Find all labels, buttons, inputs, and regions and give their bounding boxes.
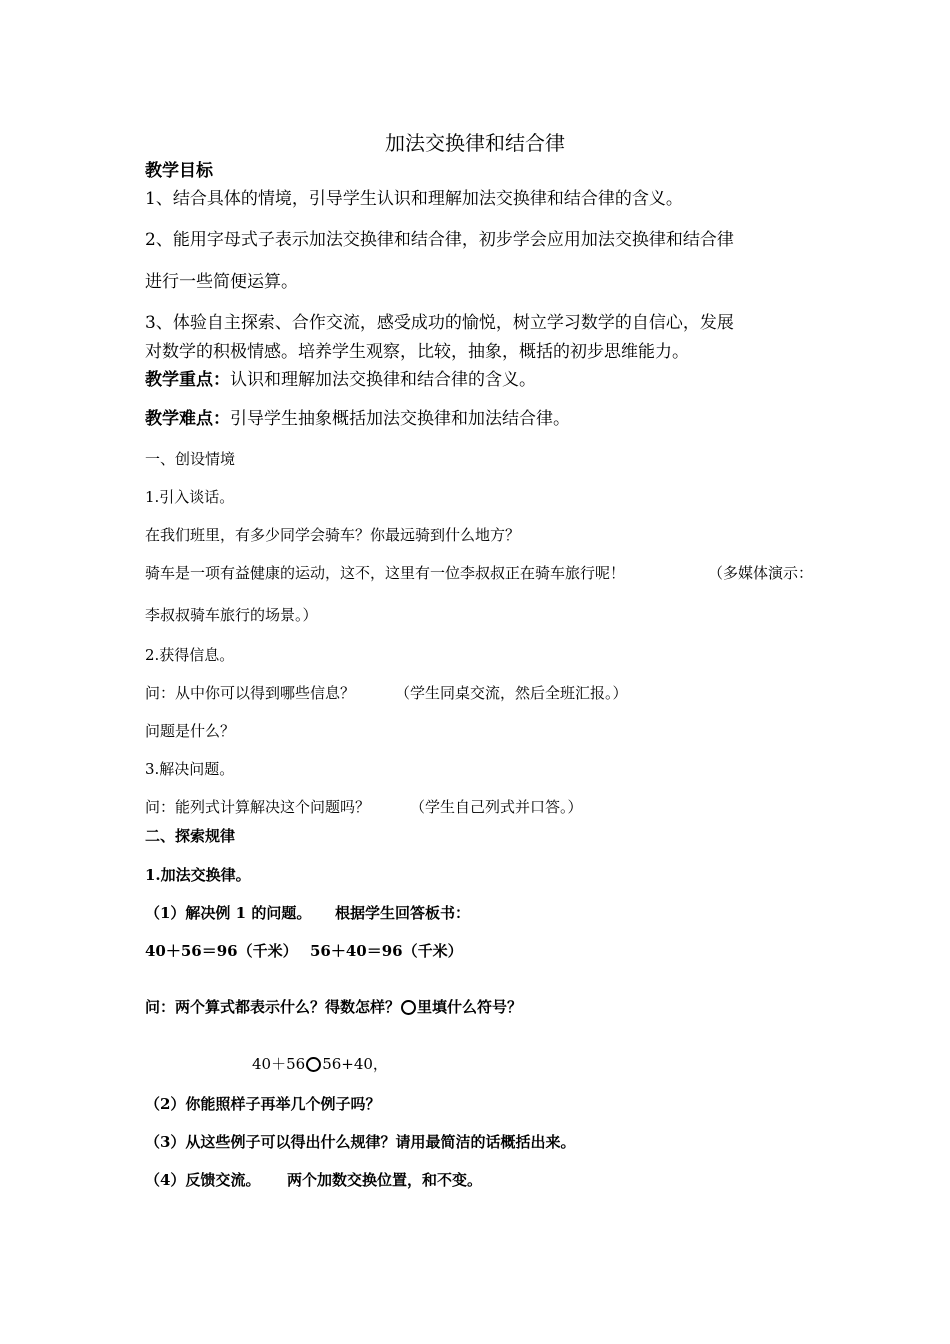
equation-1: 40＋56＝96（千米） xyxy=(145,942,298,960)
section1-step3-question: 问：能列式计算解决这个问题吗？ xyxy=(145,798,371,816)
section1-step1-question: 在我们班里，有多少同学会骑车？你最远骑到什么地方？ xyxy=(145,526,521,544)
section2-sub1: 1.加法交换律。 xyxy=(145,866,251,884)
section1-step3: 3.解决问题。 xyxy=(145,760,235,778)
key-point xyxy=(145,369,536,391)
key-point-label: 教学重点： xyxy=(145,370,230,390)
objective-2-line-2: 进行一些简便运算。 xyxy=(145,272,298,292)
objective-1: 1、结合具体的情境，引导学生认识和理解加法交换律和结合律的含义。 xyxy=(145,189,683,209)
section1-step2: 2.获得信息。 xyxy=(145,646,235,664)
objective-3-line-1: 3、体验自主探索、合作交流，感受成功的愉悦，树立学习数学的自信心，发展 xyxy=(145,313,734,333)
circle-icon xyxy=(401,1000,416,1015)
section2-question-a: 问：两个算式都表示什么？得数怎样？ xyxy=(145,998,401,1016)
comparison-left: 40＋56 xyxy=(252,1055,306,1073)
section2-question-b: 里填什么符号？ xyxy=(417,998,523,1016)
objective-2-line-1: 2、能用字母式子表示加法交换律和结合律，初步学会应用加法交换律和结合律 xyxy=(145,230,734,250)
section2-point4-conclusion: 两个加数交换位置，和不变。 xyxy=(287,1171,483,1189)
section1-step2-question-2: 问题是什么？ xyxy=(145,722,236,740)
difficulty xyxy=(145,408,570,430)
section2-heading: 二、探索规律 xyxy=(145,827,236,845)
section2-point1: （1）解决例 1 的问题。 xyxy=(145,904,312,922)
difficulty-text: 引导学生抽象概括加法交换律和加法结合律。 xyxy=(230,409,570,429)
section2-point2: （2）你能照样子再举几个例子吗？ xyxy=(145,1095,381,1113)
section1-step2-note: （学生同桌交流，然后全班汇报。） xyxy=(395,684,628,702)
section1-step1: 1.引入谈话。 xyxy=(145,488,235,506)
equation-2: 56＋40＝96（千米） xyxy=(310,942,463,960)
section1-step2-question: 问：从中你可以得到哪些信息？ xyxy=(145,684,356,702)
section1-step1-text: 骑车是一项有益健康的运动，这不，这里有一位李叔叔正在骑车旅行呢！ xyxy=(145,564,626,582)
section1-step1-note-2: 李叔叔骑车旅行的场景。） xyxy=(145,606,318,624)
section1-step1-note: （多媒体演示： xyxy=(708,564,814,582)
section1-step3-note: （学生自己列式并口答。） xyxy=(410,798,583,816)
key-point-text: 认识和理解加法交换律和结合律的含义。 xyxy=(230,370,536,390)
difficulty-label: 教学难点： xyxy=(145,409,230,429)
objectives-heading: 教学目标 xyxy=(145,161,213,181)
circle-icon xyxy=(306,1057,321,1072)
document-title: 加法交换律和结合律 xyxy=(385,131,565,155)
section2-point1-note: 根据学生回答板书： xyxy=(335,904,471,922)
objective-3-line-2: 对数学的积极情感。培养学生观察，比较，抽象，概括的初步思维能力。 xyxy=(145,342,689,362)
section2-point3: （3）从这些例子可以得出什么规律？请用最简洁的话概括出来。 xyxy=(145,1133,576,1151)
section1-heading: 一、创设情境 xyxy=(145,450,236,468)
section2-question xyxy=(145,997,522,1017)
section2-point4: （4）反馈交流。 xyxy=(145,1171,261,1189)
comparison-right: 56+40， xyxy=(322,1055,388,1073)
comparison-expression xyxy=(252,1054,388,1074)
